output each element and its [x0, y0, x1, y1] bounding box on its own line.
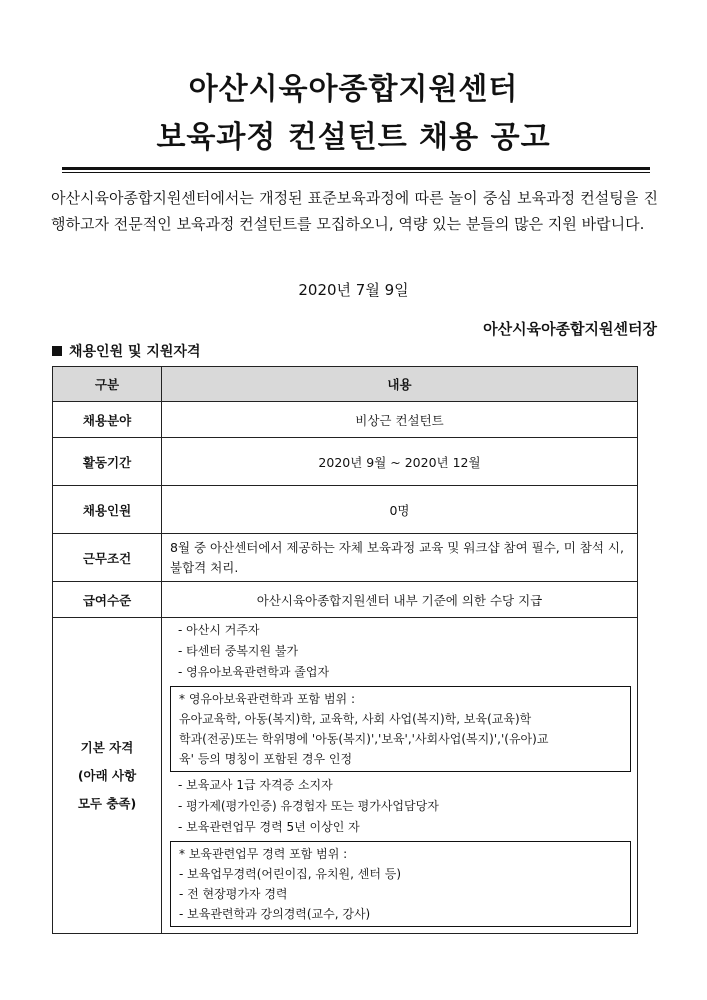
box-line: * 보육관련업무 경력 포함 범위 : [179, 847, 348, 861]
box-line: 유아교육학, 아동(복지)학, 교육학, 사회 사업(복지)학, 보육(교육)학 [179, 712, 532, 726]
qualification-label [53, 618, 162, 934]
table-row-qualification [53, 618, 638, 934]
intro-paragraph: 아산시육아종합지원센터에서는 개정된 표준보육과정에 따른 놀이 중심 보육과정 컨설팅을 진행하고자 전문적인 보육과정 컨설턴트를 모집하오니, 역량 있는 분들의 많은 지원 바랍니다. [51, 189, 658, 233]
row-label: 활동기간 [53, 438, 162, 486]
list-item: - 보육교사 1급 자격증 소지자 [178, 778, 333, 792]
related-majors-box [170, 686, 631, 772]
list-item: - 평가제(평가인증) 유경험자 또는 평가사업담당자 [178, 799, 439, 813]
table-row [53, 582, 638, 618]
box-line: 학과(전공)또는 학위명에 '아동(복지)','보육','사회사업(복지)','(유아)교 [179, 732, 549, 746]
page-subtitle: 보육과정 컨설턴트 채용 공고 [156, 120, 551, 155]
row-label: 급여수준 [53, 582, 162, 618]
signature: 아산시육아종합지원센터장 [483, 320, 657, 338]
row-value: 아산시육아종합지원센터 내부 기준에 의한 수당 지급 [162, 582, 638, 618]
row-value: 비상근 컨설턴트 [162, 402, 638, 438]
qualification-content [162, 618, 638, 934]
row-value: 0명 [162, 486, 638, 534]
section-heading [52, 341, 200, 361]
table-header-row [53, 367, 638, 402]
career-scope-box [170, 841, 631, 927]
qualification-label-line: 기본 자격 [80, 739, 134, 755]
list-item: - 영유아보육관련학과 졸업자 [178, 665, 330, 679]
page-title: 아산시육아종합지원센터 [188, 72, 519, 107]
title-divider [62, 167, 650, 170]
row-label: 채용인원 [53, 486, 162, 534]
additional-requirements-list [162, 775, 637, 838]
box-line: - 보육관련학과 강의경력(교수, 강사) [179, 907, 371, 921]
table-row [53, 438, 638, 486]
square-bullet-icon [52, 346, 62, 356]
list-item: - 아산시 거주자 [178, 623, 260, 637]
box-line: - 보육업무경력(어린이집, 유치원, 센터 등) [179, 867, 402, 881]
announcement-date: 2020년 7월 9일 [298, 281, 409, 299]
header-content: 내용 [162, 367, 638, 402]
box-line: * 영유아보육관련학과 포함 범위 : [179, 692, 355, 706]
row-value: 8월 중 아산센터에서 제공하는 자체 보육과정 교육 및 워크샵 참여 필수, 미 참석 시, 불합격 처리. [162, 534, 638, 582]
row-label: 채용분야 [53, 402, 162, 438]
table-row [53, 486, 638, 534]
header-category: 구분 [53, 367, 162, 402]
qualification-label-line: (아래 사항 [77, 767, 137, 783]
table-row [53, 402, 638, 438]
section-heading-text: 채용인원 및 지원자격 [69, 344, 201, 360]
box-line: 육' 등의 명칭이 포함된 경우 인정 [179, 752, 353, 766]
qualification-label-line: 모두 충족) [77, 795, 137, 811]
list-item: - 보육관련업무 경력 5년 이상인 자 [178, 820, 360, 834]
recruitment-table [52, 366, 638, 934]
row-label: 근무조건 [53, 534, 162, 582]
title-divider-thin [62, 172, 650, 173]
box-line: - 전 현장평가자 경력 [179, 887, 288, 901]
basic-requirements-list [162, 620, 637, 683]
row-value: 2020년 9월 ~ 2020년 12월 [162, 438, 638, 486]
list-item: - 타센터 중복지원 불가 [178, 644, 299, 658]
table-row [53, 534, 638, 582]
